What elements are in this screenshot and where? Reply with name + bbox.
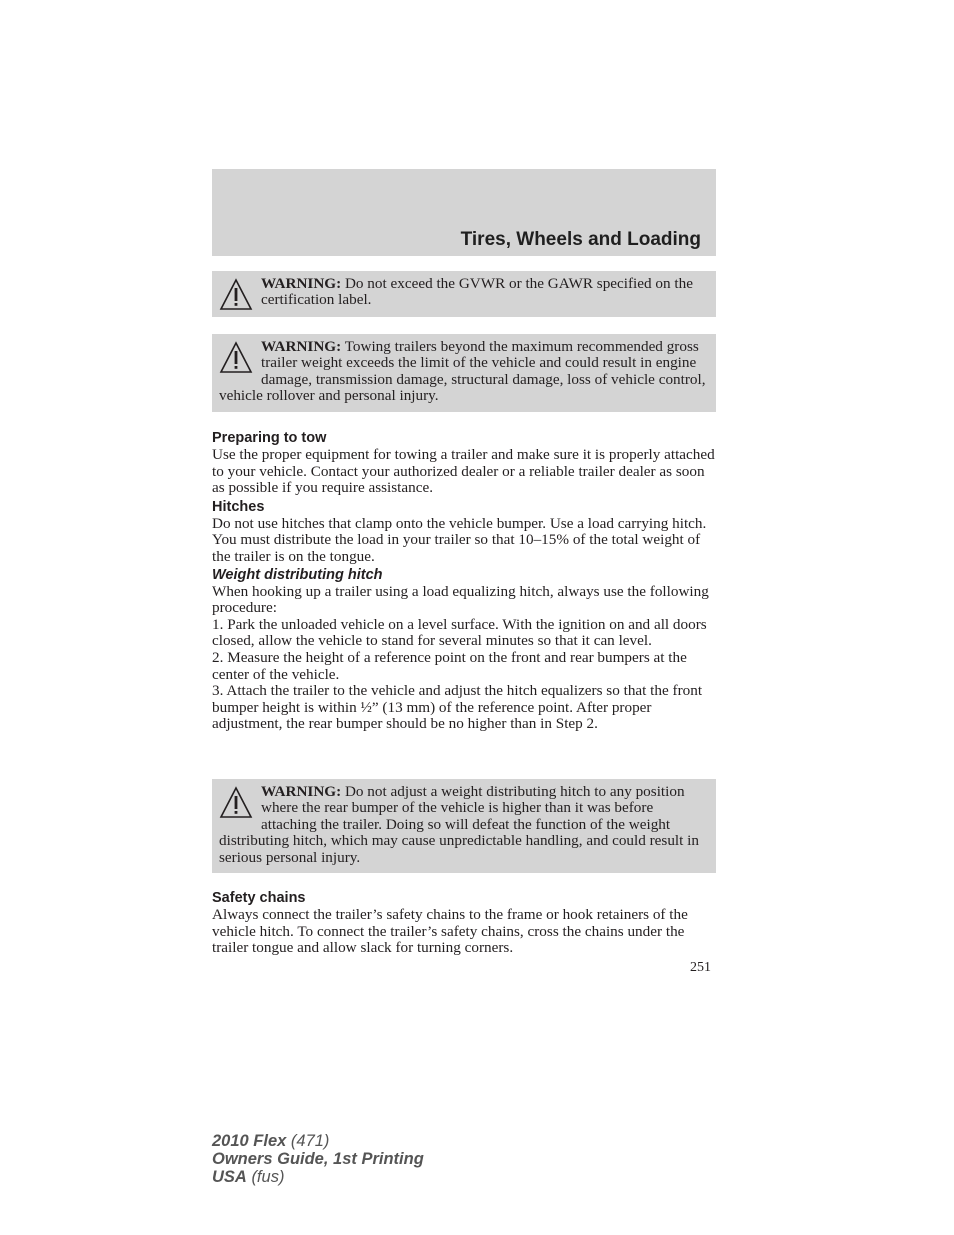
paragraph-weight-intro: When hooking up a trailer using a load equalizing hitch, always use the following procedure:	[212, 582, 709, 617]
document-footer	[212, 1132, 424, 1186]
step-2: 2. Measure the height of a reference point on the front and rear bumpers at the center of the vehicle.	[212, 648, 687, 683]
warning-label: WARNING:	[261, 783, 342, 800]
paragraph-hitches: Do not use hitches that clamp onto the vehicle bumper. Use a load carrying hitch. You must distribute the load in your trailer so that 10–15% of the total weight of the trailer is on the tongue.	[212, 514, 707, 565]
main-content	[212, 430, 716, 733]
heading-safety-chains: Safety chains	[212, 890, 306, 906]
warning-triangle-icon	[219, 278, 253, 312]
footer-model: 2010 Flex	[212, 1132, 287, 1150]
section-header-band	[212, 169, 716, 256]
footer-model-code: (471)	[290, 1132, 330, 1150]
warning-box-1	[212, 271, 716, 317]
warning-text: Do not exceed the GVWR or the GAWR specified on the certification label.	[261, 275, 693, 309]
step-1: 1. Park the unloaded vehicle on a level surface. With the ignition on and all doors closed, allow the vehicle to stand for several minutes so that it can level.	[212, 615, 707, 650]
paragraph-safety-chains: Always connect the trailer’s safety chains to the frame or hook retainers of the vehicle hitch. To connect the trailer’s safety chains, cross the chains under the trailer tongue and allow slack for turning corners.	[212, 906, 688, 957]
warning-label: WARNING:	[261, 275, 342, 292]
warning-triangle-icon	[219, 786, 253, 820]
warning-box-2	[212, 334, 716, 412]
footer-guide: Owners Guide, 1st Printing	[212, 1150, 424, 1168]
section-title: Tires, Wheels and Loading	[460, 229, 701, 250]
warning-text: Do not adjust a weight distributing hitch to any position where the rear bumper of the vehicle is higher than it was before attaching the trailer. Doing so will defeat the function of the weight distributing hitch, which may cause unpredictable handling, and could result in serious personal injury.	[219, 783, 699, 866]
warning-text: Towing trailers beyond the maximum recommended gross trailer weight exceeds the limit of the vehicle and could result in engine damage, transmission damage, structural damage, loss of vehicle control, vehicle rollover and personal injury.	[219, 338, 706, 405]
safety-chains-section	[212, 890, 716, 957]
heading-weight-distributing-hitch: Weight distributing hitch	[212, 566, 383, 583]
warning-triangle-icon	[219, 341, 253, 375]
heading-preparing-to-tow: Preparing to tow	[212, 430, 327, 446]
warning-box-3	[212, 779, 716, 873]
footer-market-code: (fus)	[251, 1168, 285, 1186]
page-number: 251	[690, 960, 711, 975]
step-3: 3. Attach the trailer to the vehicle and adjust the hitch equalizers so that the front bumper height is within ½” (13 mm) of the reference point. After proper adjustment, the rear bumper should be no higher than in Step 2.	[212, 682, 703, 733]
heading-hitches: Hitches	[212, 498, 265, 515]
warning-label: WARNING:	[261, 338, 342, 355]
footer-market: USA	[212, 1168, 247, 1186]
paragraph-preparing: Use the proper equipment for towing a trailer and make sure it is properly attached to your vehicle. Contact your authorized dealer or a reliable trailer dealer as soon as possible if you require assistance.	[212, 446, 715, 497]
